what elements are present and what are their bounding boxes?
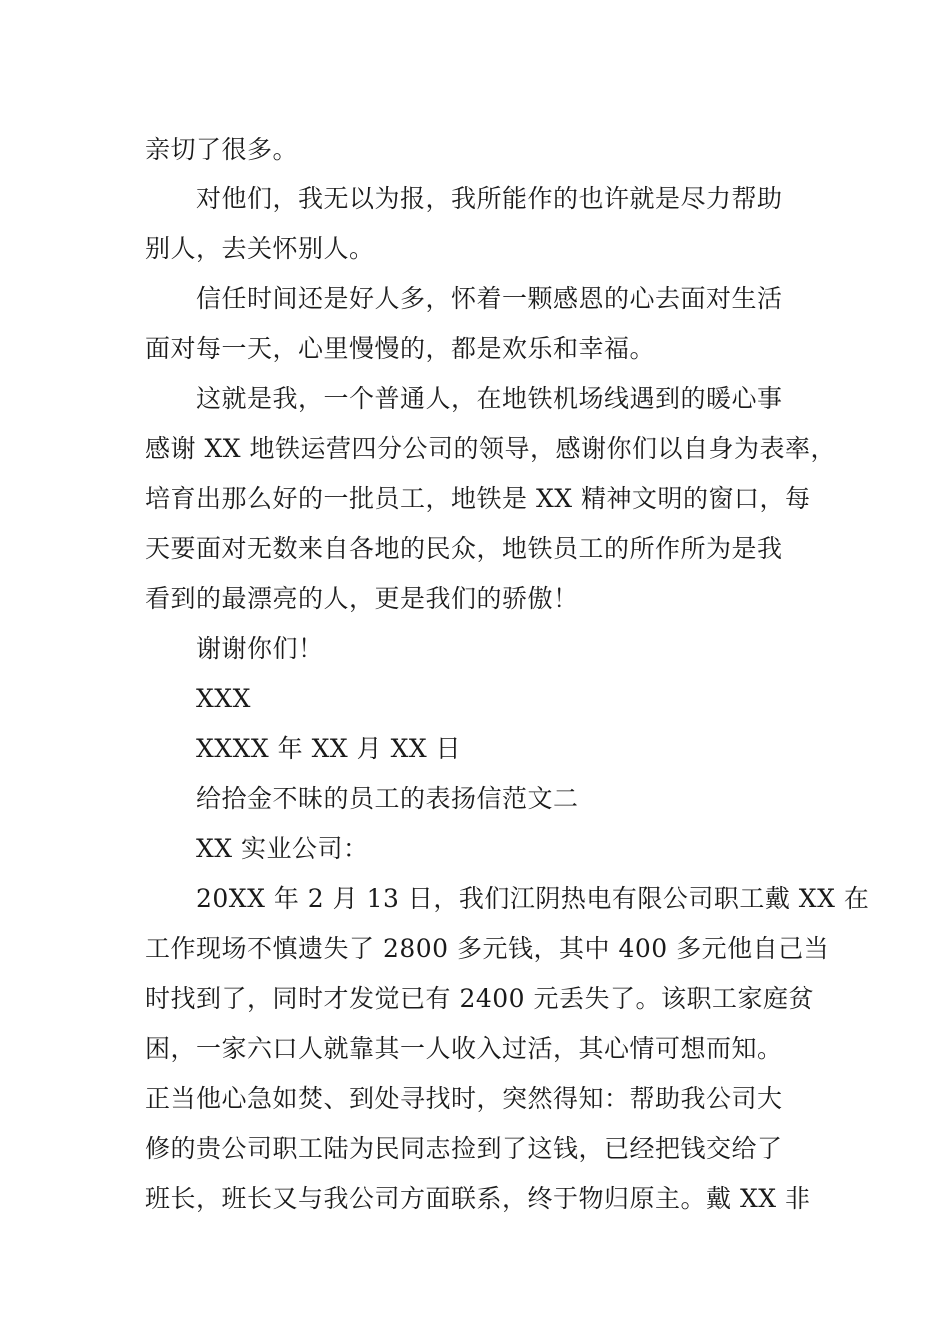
text-line: 天要面对无数来自各地的民众，地铁员工的所作所为是我 (145, 534, 783, 563)
text-line: 正当他心急如焚、到处寻找时，突然得知：帮助我公司大 (145, 1084, 783, 1113)
text-line: 工作现场不慎遗失了 2800 多元钱，其中 400 多元他自己当 (145, 934, 830, 963)
text-line: 这就是我，一个普通人，在地铁机场线遇到的暖心事 (196, 384, 783, 413)
text-line: 20XX 年 2 月 13 日，我们江阴热电有限公司职工戴 XX 在 (196, 884, 870, 913)
signature-date: XXXX 年 XX 月 XX 日 (196, 734, 462, 763)
text-line: 感谢 XX 地铁运营四分公司的领导，感谢你们以自身为表率， (145, 434, 836, 463)
salutation: XX 实业公司： (196, 834, 369, 863)
text-line: 班长，班长又与我公司方面联系，终于物归原主。戴 XX 非 (145, 1184, 811, 1213)
text-line: 看到的最漂亮的人，更是我们的骄傲！ (145, 584, 579, 613)
text-line: 时找到了，同时才发觉已有 2400 元丢失了。该职工家庭贫 (145, 984, 815, 1013)
text-line: 亲切了很多。 (145, 135, 299, 164)
text-line: 面对每一天，心里慢慢的，都是欢乐和幸福。 (145, 334, 656, 363)
text-line: 别人，去关怀别人。 (145, 234, 375, 263)
text-line: 对他们，我无以为报，我所能作的也许就是尽力帮助 (196, 184, 783, 213)
section-title: 给拾金不昧的员工的表扬信范文二 (196, 784, 579, 813)
signature-name: XXX (196, 684, 251, 713)
text-line: 困，一家六口人就靠其一人收入过活，其心情可想而知。 (145, 1034, 783, 1063)
text-line: 培育出那么好的一批员工，地铁是 XX 精神文明的窗口，每 (145, 484, 811, 513)
text-line: 信任时间还是好人多，怀着一颗感恩的心去面对生活 (196, 284, 783, 313)
closing-thanks: 谢谢你们！ (196, 634, 324, 663)
text-line: 修的贵公司职工陆为民同志捡到了这钱，已经把钱交给了 (145, 1134, 783, 1163)
